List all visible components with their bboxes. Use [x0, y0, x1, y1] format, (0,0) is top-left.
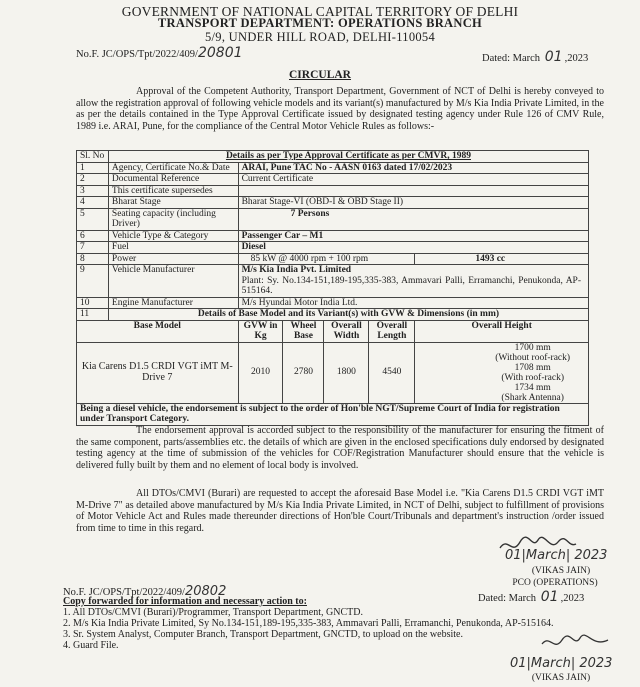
reference-date: Dated: March 01 ,2023 — [482, 49, 589, 65]
copy-list — [63, 607, 618, 651]
table-row-manufacturer: 9 Vehicle Manufacturer M/s Kia India Pvt. Limited Plant: Sy. No.134-151,189-195,335-383, Ammavari Palli, Erramanchi, Penukonda, AP-515164. — [77, 265, 589, 298]
details-table — [76, 150, 589, 426]
signatory-designation: PCO (OPERATIONS) — [512, 578, 598, 588]
table-row-base-title: 11 Details of Base Model and its Variant(s) with GVW & Dimensions (in mm) — [77, 309, 589, 321]
signature-dated-1: Dated: March 01 ,2023 — [478, 589, 585, 605]
table-row: 10 Engine Manufacturer M/s Hyundai Motor India Ltd. — [77, 297, 589, 309]
intro-paragraph: Approval of the Competent Authority, Transport Department, Government of NCT of Delhi is hereby conveyed to allow the registration approval of following vehicle models and its variant(s) manufactured by M/s Kia India Private Limited, in the as per the details contained in the Type Approval Certificate issued by designated testing agency under Rule 126 of CMV Rule, 1989 i.e. ARAI, Pune, for the compliance of the Central Motor Vehicle Rules as follows:- — [76, 86, 604, 132]
table-head-sl: Sl. No — [77, 151, 109, 163]
reference-number-2: No.F. JC/OPS/Tpt/2022/409/20802 — [63, 584, 227, 599]
header-line-2: TRANSPORT DEPARTMENT: OPERATIONS BRANCH — [157, 16, 483, 30]
signature-icon-2 — [540, 630, 610, 652]
paragraph-endorsement: The endorsement approval is accorded subject to the responsibility of the manufacturer for ensuring the fitment of the same component, parts/assemblies etc. the details of which are given in the enclosed specifications duly endorsed by designated testing agency at the time of submission of the vehicles for COF/Registration Manufacturer should ensure that the vehicle is delivered fully built by them and no element of local body is involved. — [76, 425, 604, 471]
signatory-name-1: (VIKAS JAIN) — [531, 566, 591, 576]
reference-number: No.F. JC/OPS/Tpt/2022/409/20801 — [76, 45, 243, 61]
table-head-details: Details as per Type Approval Certificate as per CMVR, 1989 — [108, 151, 588, 163]
list-item: 4. Guard File. — [63, 640, 119, 651]
list-item: 1. All DTOs/CMVI (Burari)/Programmer, Transport Department, GNCTD. — [63, 607, 363, 618]
base-model-row: Kia Carens D1.5 CRDI VGT iMT M-Drive 7 2010 2780 1800 4540 1700 mm (Without roof-rack) 1708 mm (With roof-rack) 1734 mm (Shark Antenna) — [77, 342, 589, 403]
header-line-3: 5/9, UNDER HILL ROAD, DELHI-110054 — [204, 30, 436, 44]
paragraph-dtos: All DTOs/CMVI (Burari) are requested to accept the aforesaid Base Model i.e. "Kia Carens D1.5 CRDI VGT iMT M-Drive 7" as detailed above manufactured by M/s Kia India Private Limited, in NCT of Delhi, subject to fulfillment of provisions of Motor Vehicle Act and Rules made thereunder directions of Hon'ble Court/Tribunals and department's instruction /order issued from time to time in this regard. — [76, 488, 604, 534]
signature-date-1: 01|March| 2023 — [505, 548, 608, 563]
signatory-name-2: (VIKAS JAIN) — [531, 673, 591, 683]
table-row: 4 Bharat Stage Bharat Stage-VI (OBD-I & OBD Stage II) — [77, 197, 589, 209]
table-footer-row: Being a diesel vehicle, the endorsement is subject to the order of Hon'ble NGT/Supreme Court of India for registration under Transport Category. — [77, 403, 589, 425]
manufacturer-plant: Plant: Sy. No.134-151,189-195,335-383, Ammavari Palli, Erramanchi, Penukonda, AP-515164. — [241, 275, 581, 296]
table-row: 3 This certificate supersedes — [77, 185, 589, 197]
base-model-header-row: Base Model GVW in Kg Wheel Base Overall Width Overall Length Overall Height — [77, 320, 589, 342]
table-header-row — [77, 151, 589, 163]
header-line-1: GOVERNMENT OF NATIONAL CAPITAL TERRITORY OF DELHI — [121, 4, 519, 19]
list-item: 3. Sr. System Analyst, Computer Branch, Transport Department, GNCTD, to upload on the website. — [63, 629, 463, 640]
table-row: 7 Fuel Diesel — [77, 242, 589, 254]
handwritten-ref: 20801 — [197, 45, 243, 61]
table-row: 8 Power 85 kW @ 4000 rpm + 100 rpm 1493 cc — [77, 253, 589, 265]
list-item: 2. M/s Kia India Private Limited, Sy No.134-151,189-195,335-383, Ammavari Palli, Erramanchi, Penukonda, AP-515164. — [63, 618, 554, 629]
signature-date-2: 01|March| 2023 — [510, 656, 613, 671]
table-row: 1 Agency, Certificate No.& Date ARAI, Pune TAC No - AASN 0163 dated 17/02/2023 — [77, 162, 589, 174]
manufacturer-name: M/s Kia India Pvt. Limited — [241, 265, 352, 275]
copy-heading: Copy forwarded for information and necessary action to: — [63, 596, 307, 607]
page-title: CIRCULAR — [289, 69, 351, 81]
table-row: 6 Vehicle Type & Category Passenger Car – M1 — [77, 230, 589, 242]
table-row: 2 Documental Reference Current Certificate — [77, 174, 589, 186]
table-row: 5 Seating capacity (including Driver) 7 Persons — [77, 208, 589, 230]
